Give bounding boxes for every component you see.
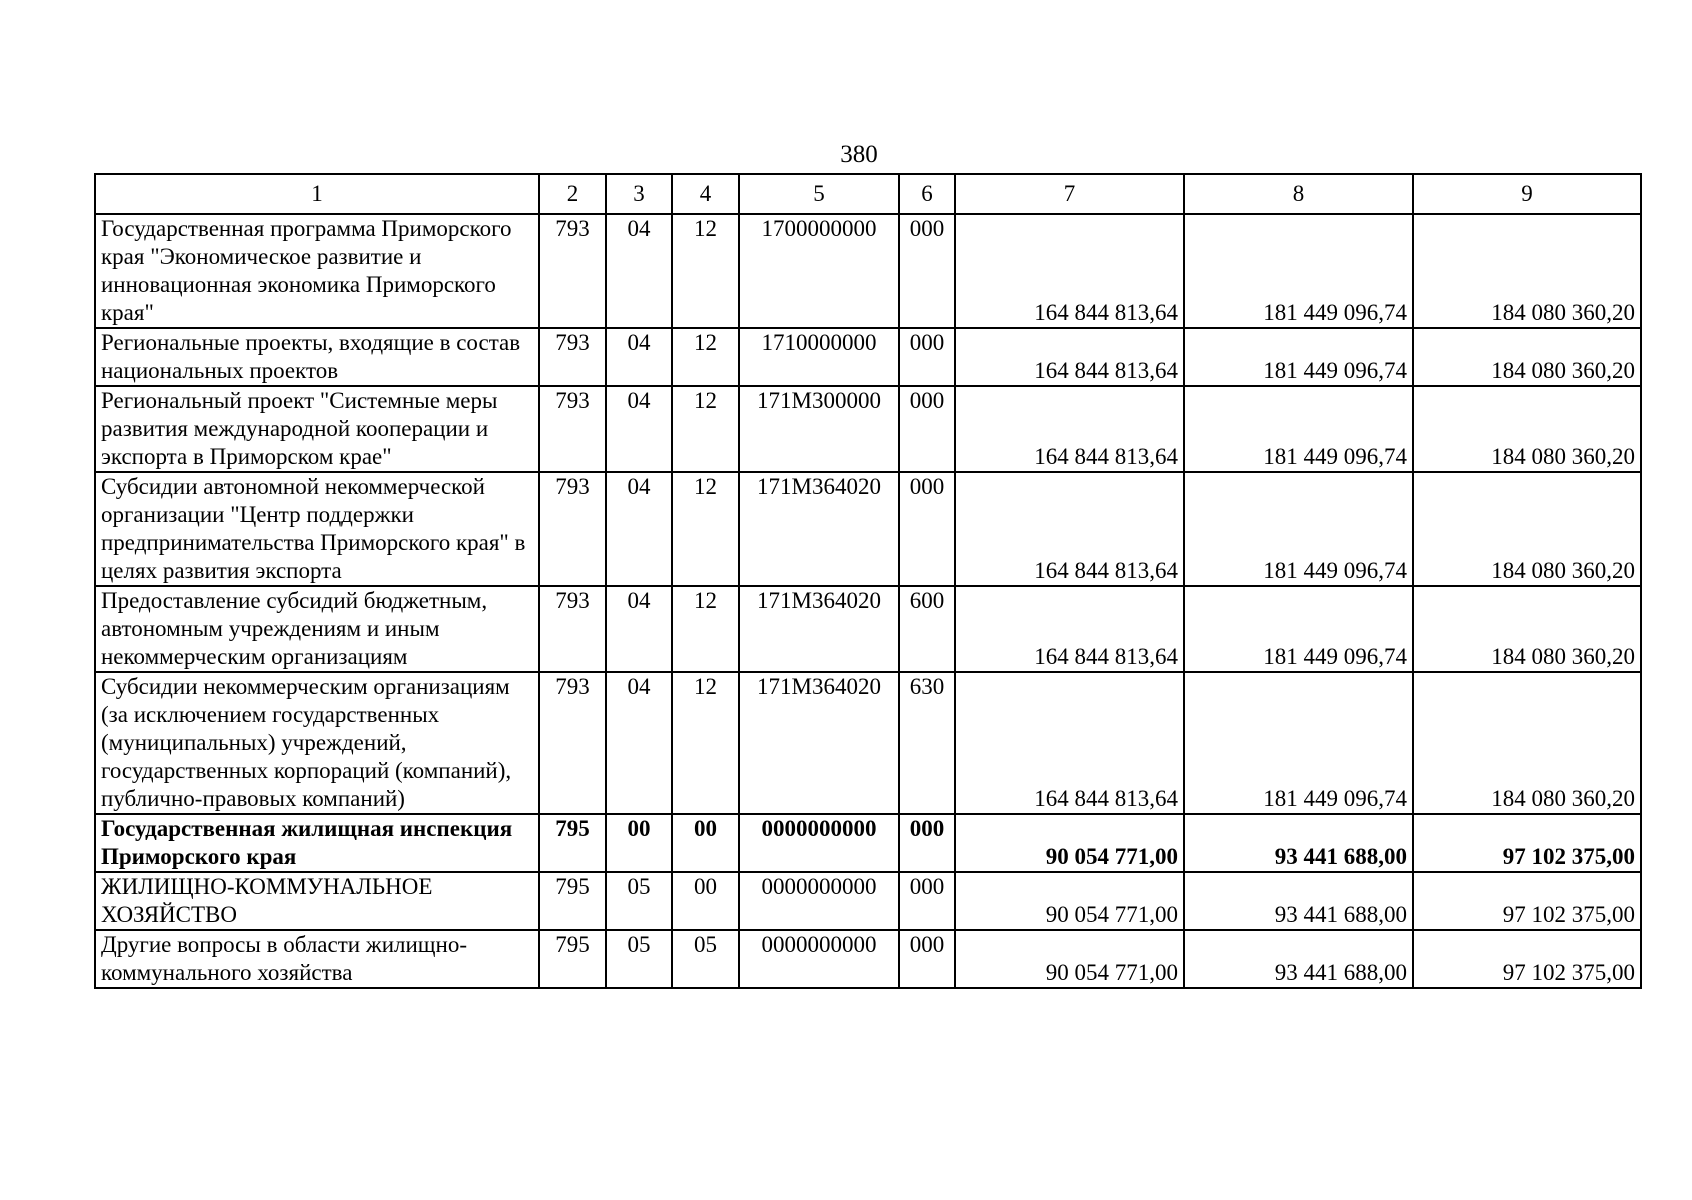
amount-col-7: 164 844 813,64 <box>955 386 1184 472</box>
ministry-code: 793 <box>539 672 606 814</box>
amount-col-8: 181 449 096,74 <box>1184 586 1413 672</box>
column-header: 2 <box>539 174 606 214</box>
amount-col-7: 90 054 771,00 <box>955 872 1184 930</box>
amount-col-8: 181 449 096,74 <box>1184 472 1413 586</box>
ministry-code: 793 <box>539 386 606 472</box>
target-article-code: 171M364020 <box>739 672 899 814</box>
ministry-code: 793 <box>539 328 606 386</box>
amount-col-8: 93 441 688,00 <box>1184 872 1413 930</box>
row-name: Государственная жилищная инспекция Приморского края <box>95 814 539 872</box>
amount-col-8: 93 441 688,00 <box>1184 930 1413 988</box>
amount-col-7: 164 844 813,64 <box>955 672 1184 814</box>
row-name: Региональные проекты, входящие в состав национальных проектов <box>95 328 539 386</box>
amount-col-7: 164 844 813,64 <box>955 214 1184 328</box>
amount-col-7: 164 844 813,64 <box>955 472 1184 586</box>
row-name: Предоставление субсидий бюджетным, автономным учреждениям и иным некоммерческим организациям <box>95 586 539 672</box>
expense-type-code: 630 <box>899 672 955 814</box>
table-row <box>95 472 1641 586</box>
amount-col-9: 184 080 360,20 <box>1413 472 1641 586</box>
row-name: Субсидии некоммерческим организациям (за исключением государственных (муниципальных) учреждений, государственных корпораций (компаний), публично-правовых компаний) <box>95 672 539 814</box>
subsection-code: 12 <box>672 214 739 328</box>
column-header: 3 <box>606 174 672 214</box>
target-article-code: 0000000000 <box>739 814 899 872</box>
amount-col-9: 184 080 360,20 <box>1413 586 1641 672</box>
subsection-code: 12 <box>672 472 739 586</box>
amount-col-9: 184 080 360,20 <box>1413 214 1641 328</box>
expense-type-code: 600 <box>899 586 955 672</box>
target-article-code: 0000000000 <box>739 872 899 930</box>
ministry-code: 795 <box>539 872 606 930</box>
expense-type-code: 000 <box>899 472 955 586</box>
section-code: 04 <box>606 328 672 386</box>
row-name: ЖИЛИЩНО-КОММУНАЛЬНОЕ ХОЗЯЙСТВО <box>95 872 539 930</box>
expense-type-code: 000 <box>899 328 955 386</box>
expense-type-code: 000 <box>899 386 955 472</box>
amount-col-7: 90 054 771,00 <box>955 930 1184 988</box>
section-code: 05 <box>606 872 672 930</box>
section-code: 04 <box>606 472 672 586</box>
expense-type-code: 000 <box>899 814 955 872</box>
amount-col-8: 93 441 688,00 <box>1184 814 1413 872</box>
target-article-code: 0000000000 <box>739 930 899 988</box>
amount-col-9: 184 080 360,20 <box>1413 672 1641 814</box>
subsection-code: 05 <box>672 930 739 988</box>
column-number-row <box>95 174 1641 214</box>
table-row <box>95 386 1641 472</box>
column-header: 1 <box>95 174 539 214</box>
target-article-code: 1700000000 <box>739 214 899 328</box>
row-name: Субсидии автономной некоммерческой организации "Центр поддержки предпринимательства Приморского края" в целях развития экспорта <box>95 472 539 586</box>
table-row <box>95 586 1641 672</box>
amount-col-9: 97 102 375,00 <box>1413 930 1641 988</box>
target-article-code: 171M364020 <box>739 472 899 586</box>
section-code: 00 <box>606 814 672 872</box>
ministry-code: 795 <box>539 814 606 872</box>
section-code: 04 <box>606 386 672 472</box>
amount-col-8: 181 449 096,74 <box>1184 328 1413 386</box>
ministry-code: 793 <box>539 586 606 672</box>
ministry-code: 795 <box>539 930 606 988</box>
subsection-code: 12 <box>672 328 739 386</box>
row-name: Государственная программа Приморского края "Экономическое развитие и инновационная экономика Приморского края" <box>95 214 539 328</box>
target-article-code: 171M300000 <box>739 386 899 472</box>
ministry-code: 793 <box>539 214 606 328</box>
column-header: 7 <box>955 174 1184 214</box>
table-row <box>95 930 1641 988</box>
subsection-code: 12 <box>672 672 739 814</box>
amount-col-9: 184 080 360,20 <box>1413 328 1641 386</box>
subsection-code: 12 <box>672 586 739 672</box>
table-row <box>95 872 1641 930</box>
section-code: 04 <box>606 586 672 672</box>
row-name: Другие вопросы в области жилищно-коммунального хозяйства <box>95 930 539 988</box>
amount-col-9: 97 102 375,00 <box>1413 872 1641 930</box>
amount-col-9: 184 080 360,20 <box>1413 386 1641 472</box>
amount-col-7: 164 844 813,64 <box>955 328 1184 386</box>
amount-col-7: 90 054 771,00 <box>955 814 1184 872</box>
table-row <box>95 672 1641 814</box>
table-row <box>95 814 1641 872</box>
subsection-code: 00 <box>672 814 739 872</box>
subsection-code: 00 <box>672 872 739 930</box>
ministry-code: 793 <box>539 472 606 586</box>
page-number: 380 <box>840 141 878 168</box>
column-header: 5 <box>739 174 899 214</box>
row-name: Региональный проект "Системные меры развития международной кооперации и экспорта в Приморском крае" <box>95 386 539 472</box>
column-header: 6 <box>899 174 955 214</box>
amount-col-8: 181 449 096,74 <box>1184 214 1413 328</box>
target-article-code: 1710000000 <box>739 328 899 386</box>
amount-col-8: 181 449 096,74 <box>1184 386 1413 472</box>
expense-type-code: 000 <box>899 214 955 328</box>
target-article-code: 171M364020 <box>739 586 899 672</box>
amount-col-9: 97 102 375,00 <box>1413 814 1641 872</box>
section-code: 05 <box>606 930 672 988</box>
section-code: 04 <box>606 214 672 328</box>
column-header: 4 <box>672 174 739 214</box>
subsection-code: 12 <box>672 386 739 472</box>
column-header: 9 <box>1413 174 1641 214</box>
expense-type-code: 000 <box>899 930 955 988</box>
expense-type-code: 000 <box>899 872 955 930</box>
table-row <box>95 328 1641 386</box>
budget-table <box>94 173 1642 989</box>
section-code: 04 <box>606 672 672 814</box>
column-header: 8 <box>1184 174 1413 214</box>
amount-col-8: 181 449 096,74 <box>1184 672 1413 814</box>
table-row <box>95 214 1641 328</box>
amount-col-7: 164 844 813,64 <box>955 586 1184 672</box>
